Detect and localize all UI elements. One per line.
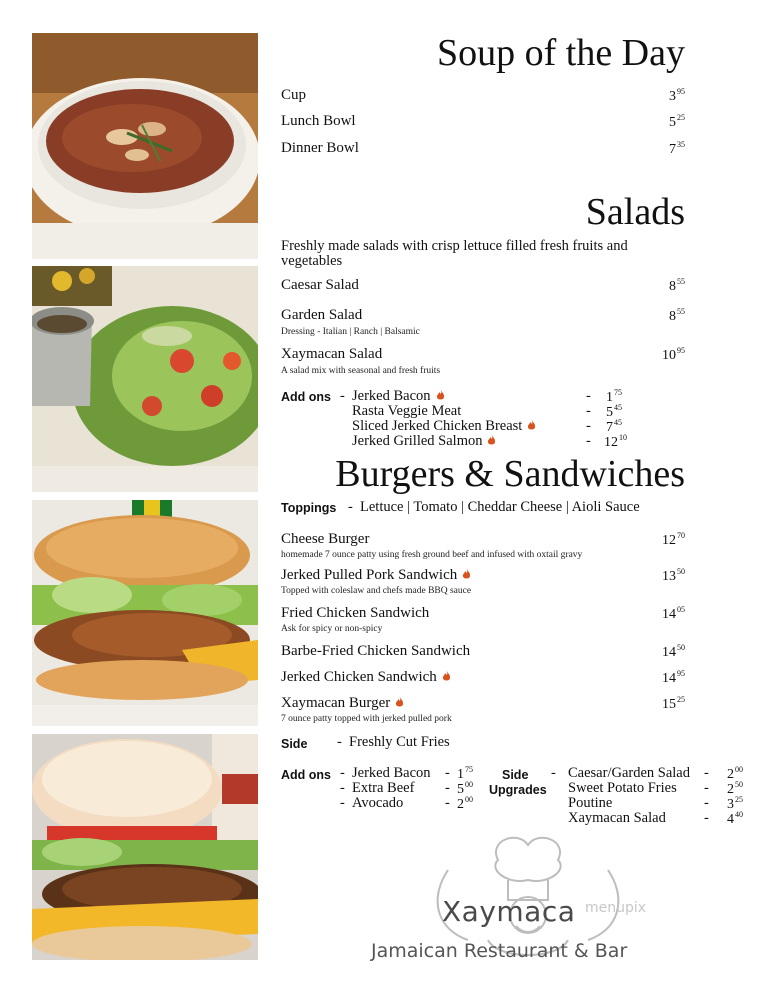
item-description: Topped with coleslaw and chefs made BBQ sauce	[281, 586, 472, 596]
dash: -	[704, 795, 709, 811]
dash: -	[704, 765, 709, 781]
item-description: A salad mix with seasonal and fresh fruits	[281, 366, 441, 376]
dash: -	[340, 388, 345, 404]
item-price: $10^{95}$	[662, 346, 685, 363]
dash: -	[340, 765, 345, 781]
dash: -	[348, 499, 353, 515]
item-price: $12^{10}$	[604, 433, 627, 450]
dash: -	[551, 765, 556, 781]
item-price: $8^{55}$	[669, 307, 685, 324]
addon-name: Avocado	[352, 795, 404, 811]
soup-section-title: Soup of the Day	[436, 32, 685, 74]
burger-photo	[32, 734, 258, 960]
item-price: $8^{55}$	[669, 277, 685, 294]
item-price: $12^{70}$	[662, 531, 685, 548]
item-price: $7^{45}$	[606, 418, 622, 435]
dash: -	[445, 780, 450, 796]
flame-icon	[436, 389, 445, 401]
item-price: $13^{50}$	[662, 567, 685, 584]
item-price: $1^{75}$	[606, 388, 622, 405]
item-price: $1^{75}$	[457, 765, 473, 782]
upgrade-name: Poutine	[568, 795, 613, 811]
flame-icon	[487, 434, 496, 446]
item-price: $14^{05}$	[662, 605, 685, 622]
addon-name: Jerked Grilled Salmon	[352, 433, 496, 450]
soup-photo	[32, 33, 258, 259]
item-name: Xaymacan Burger	[281, 695, 404, 712]
item-name: Garden Salad	[281, 307, 363, 323]
dash: -	[445, 765, 450, 781]
menu-item	[281, 277, 685, 295]
upgrade-price: $3^{25}$	[727, 795, 743, 812]
salads-intro: Freshly made salads with crisp lettuce filled fresh fruits and vegetables	[281, 238, 628, 269]
item-name: Jerked Chicken Sandwich	[281, 669, 451, 686]
item-price: $3^{95}$	[669, 87, 685, 104]
flame-icon	[442, 670, 451, 682]
addon-name: Jerked Bacon	[352, 765, 431, 781]
item-price: $5^{25}$	[669, 113, 685, 130]
addon-name: Sliced Jerked Chicken Breast	[352, 418, 536, 435]
salad-addons-label: Add ons	[281, 390, 331, 404]
item-price: $5^{00}$	[457, 780, 473, 797]
menu-item	[281, 643, 685, 661]
upgrade-item	[281, 780, 709, 796]
addon-name: Jerked Bacon	[352, 388, 445, 405]
watermark-text: menupix	[585, 900, 647, 916]
menu-item	[281, 140, 685, 158]
addon-name: Rasta Veggie Meat	[352, 403, 462, 419]
item-price: $14^{50}$	[662, 643, 685, 660]
upgrade-name: Sweet Potato Fries	[568, 780, 677, 796]
dash: -	[704, 810, 709, 826]
menu-item	[281, 567, 685, 599]
item-name: Caesar Salad	[281, 277, 359, 293]
flame-icon	[395, 696, 404, 708]
item-name: Barbe-Fried Chicken Sandwich	[281, 643, 471, 659]
side-upgrades-label: Side	[502, 768, 529, 782]
menu-item	[281, 605, 685, 637]
burger-addons-label: Add ons	[281, 768, 331, 782]
brand-name: Xaymaca	[442, 895, 576, 928]
item-description: 7 ounce patty topped with jerked pulled pork	[281, 714, 452, 724]
upgrade-price: $4^{40}$	[727, 810, 743, 827]
chicken-sandwich-photo	[32, 500, 258, 726]
upgrade-item	[281, 795, 709, 811]
upgrade-price: $2^{00}$	[727, 765, 743, 782]
item-price: $14^{95}$	[662, 669, 685, 686]
item-name: Xaymacan Salad	[281, 346, 383, 362]
addon-item	[281, 433, 685, 449]
salads-section-title: Salads	[585, 191, 685, 233]
item-name: Cheese Burger	[281, 531, 370, 547]
side-upgrades-label-2: Upgrades	[489, 783, 547, 797]
item-description: homemade 7 ounce patty using fresh ground beef and infused with oxtail gravy	[281, 550, 583, 560]
item-price: $7^{35}$	[669, 140, 685, 157]
addon-name: Extra Beef	[352, 780, 415, 796]
upgrade-item	[281, 765, 709, 781]
dash: -	[445, 795, 450, 811]
addon-item	[281, 403, 685, 419]
side-text: Freshly Cut Fries	[349, 734, 450, 750]
dash: -	[586, 403, 591, 419]
menu-item	[281, 695, 685, 727]
burgers-section-title: Burgers & Sandwiches	[335, 453, 685, 495]
dash: -	[340, 780, 345, 796]
upgrade-item	[281, 810, 709, 826]
dash: -	[337, 734, 342, 750]
addon-item	[281, 418, 685, 434]
salad-photo	[32, 266, 258, 492]
item-price: $5^{45}$	[606, 403, 622, 420]
toppings-label: Toppings	[281, 501, 337, 515]
menu-item	[281, 346, 685, 378]
item-description: Dressing - Italian | Ranch | Balsamic	[281, 327, 420, 337]
item-name: Fried Chicken Sandwich	[281, 605, 430, 621]
upgrade-price: $2^{50}$	[727, 780, 743, 797]
dash: -	[704, 780, 709, 796]
item-price: $15^{25}$	[662, 695, 685, 712]
side-label: Side	[281, 737, 308, 751]
item-name: Lunch Bowl	[281, 113, 356, 129]
dash: -	[586, 418, 591, 434]
dash: -	[340, 795, 345, 811]
menu-item	[281, 307, 685, 339]
upgrade-name: Xaymacan Salad	[568, 810, 666, 826]
side-row	[281, 734, 685, 752]
toppings-row	[281, 499, 685, 517]
item-name: Jerked Pulled Pork Sandwich	[281, 567, 471, 584]
upgrade-name: Caesar/Garden Salad	[568, 765, 690, 781]
item-name: Cup	[281, 87, 307, 103]
addon-item	[281, 388, 685, 404]
brand-subtitle: Jamaican Restaurant & Bar	[371, 940, 628, 962]
menu-item	[281, 113, 685, 131]
toppings-text: Lettuce | Tomato | Cheddar Cheese | Aioli Sauce	[360, 499, 640, 515]
menu-item	[281, 87, 685, 105]
flame-icon	[462, 568, 471, 580]
menu-item	[281, 669, 685, 687]
item-price: $2^{00}$	[457, 795, 473, 812]
dash: -	[586, 433, 591, 449]
item-name: Dinner Bowl	[281, 140, 359, 156]
dash: -	[586, 388, 591, 404]
flame-icon	[527, 419, 536, 431]
menu-item	[281, 531, 685, 563]
item-description: Ask for spicy or non-spicy	[281, 624, 383, 634]
